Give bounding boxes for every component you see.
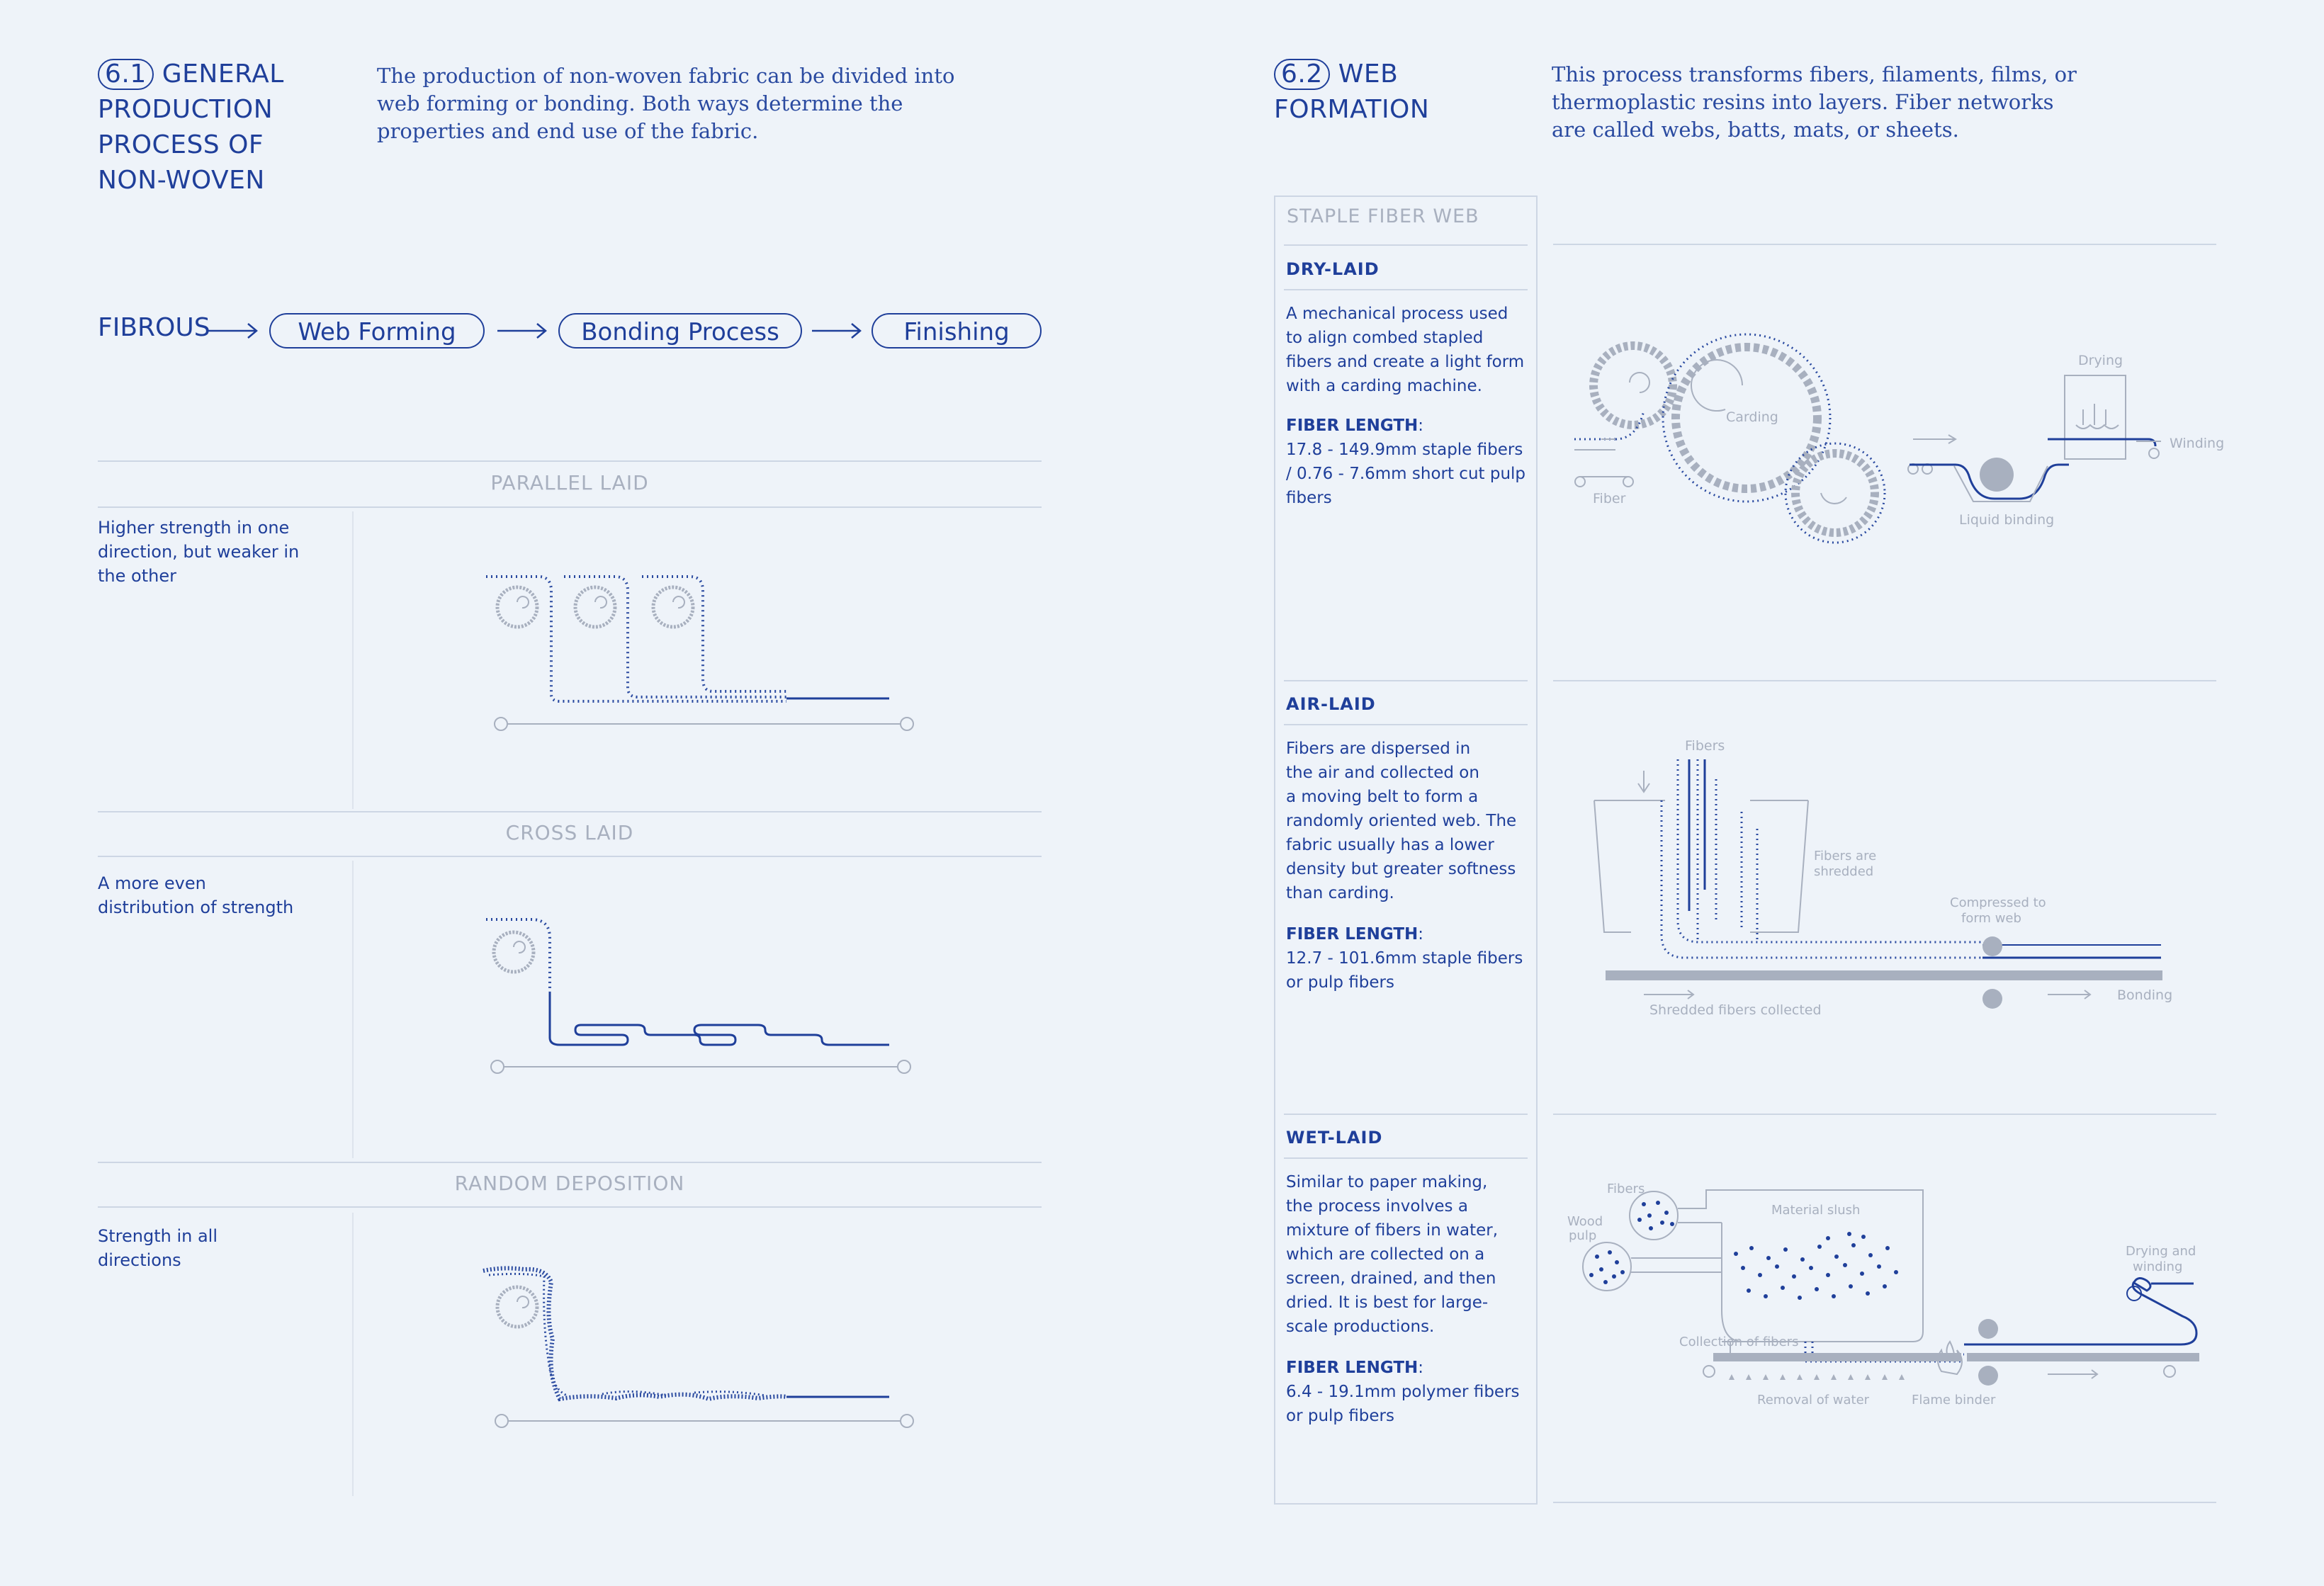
flow-step-finishing: Finishing bbox=[872, 313, 1042, 349]
divider bbox=[352, 861, 354, 1158]
divider bbox=[352, 1213, 354, 1496]
flow-step-web-forming: Web Forming bbox=[269, 313, 485, 349]
divider bbox=[1284, 289, 1528, 290]
fibers-label: Fibers bbox=[1685, 738, 1725, 754]
random-deposition-diagram bbox=[461, 1254, 928, 1438]
cross-laid-description: A more even distribution of strength bbox=[98, 873, 294, 917]
flow-start-label: FIBROUS bbox=[98, 313, 210, 342]
air-laid-fiber-length: FIBER LENGTH: 12.7 - 101.6mm staple fibers or pulp fibers bbox=[1286, 925, 1523, 992]
dry-laid-diagram bbox=[1559, 326, 2239, 553]
dry-laid-fiber-length: FIBER LENGTH: 17.8 - 149.9mm staple fibers / 0.76 - 7.6mm short cut pulp fibers bbox=[1286, 417, 1526, 507]
divider bbox=[98, 1162, 1042, 1163]
panel-title: STAPLE FIBER WEB bbox=[1287, 205, 1479, 227]
divider bbox=[1284, 724, 1528, 725]
divider bbox=[1553, 680, 2216, 681]
divider bbox=[1553, 1502, 2216, 1503]
divider bbox=[1284, 1114, 1528, 1115]
air-laid-heading: AIR-LAID bbox=[1286, 694, 1376, 714]
fiber-label: Fiber bbox=[1593, 491, 1626, 506]
section-61-intro: The production of non-woven fabric can be divided into web forming or bonding. Both ways determine the properties and end use of the fabric. bbox=[377, 64, 955, 143]
winding-label: Winding bbox=[2170, 436, 2225, 451]
wet-laid-fiber-length: FIBER LENGTH: 6.4 - 19.1mm polymer fibers or pulp fibers bbox=[1286, 1359, 1520, 1425]
material-slush-label: Material slush bbox=[1771, 1203, 1861, 1218]
section-62-intro: This process transforms fibers, filaments, films, or thermoplastic resins into layers. Fiber networks are called webs, batts, mats, or sheets. bbox=[1552, 62, 2077, 142]
divider bbox=[98, 506, 1042, 508]
fibers-shredded-label: Fibers are shredded bbox=[1814, 849, 1877, 879]
divider bbox=[1553, 244, 2216, 245]
divider bbox=[1284, 680, 1528, 681]
air-laid-diagram bbox=[1559, 730, 2239, 1034]
collection-of-fibers-label: Collection of fibers bbox=[1679, 1335, 1799, 1349]
air-laid-description: Fibers are dispersed in the air and collected on a moving belt to form a randomly oriented web. The fabric usually has a lower density but greater softness than carding. bbox=[1286, 740, 1517, 902]
divider bbox=[98, 1206, 1042, 1208]
section-62-title: 6.2 WEB FORMATION bbox=[1274, 60, 1430, 124]
dry-laid-description: A mechanical process used to align combed stapled fibers and create a light form with a carding machine. bbox=[1286, 305, 1525, 395]
wood-pulp-label: Wood pulp bbox=[1567, 1214, 1603, 1243]
divider bbox=[1553, 1114, 2216, 1115]
shredded-fibers-collected-label: Shredded fibers collected bbox=[1649, 1002, 1822, 1018]
divider bbox=[98, 811, 1042, 812]
divider bbox=[98, 460, 1042, 462]
compressed-label: Compressed to form web bbox=[1950, 895, 2046, 926]
section-61-title: 6.1 GENERAL PRODUCTION PROCESS OF NON-WOVEN bbox=[98, 60, 284, 195]
divider bbox=[1284, 244, 1528, 246]
parallel-laid-description: Higher strength in one direction, but weaker in the other bbox=[98, 518, 300, 586]
wet-laid-diagram bbox=[1559, 1169, 2239, 1424]
section-61-number: 6.1 bbox=[98, 59, 154, 90]
divider bbox=[98, 856, 1042, 857]
divider bbox=[352, 511, 354, 809]
divider bbox=[1284, 1157, 1528, 1159]
random-deposition-title: RANDOM DEPOSITION bbox=[454, 1172, 685, 1195]
parallel-laid-title: PARALLEL LAID bbox=[490, 471, 649, 494]
dry-laid-heading: DRY-LAID bbox=[1286, 259, 1380, 279]
drying-and-winding-label: Drying and winding bbox=[2126, 1244, 2196, 1274]
random-deposition-description: Strength in all directions bbox=[98, 1226, 218, 1270]
cross-laid-title: CROSS LAID bbox=[505, 821, 634, 844]
parallel-laid-diagram bbox=[461, 560, 928, 744]
removal-of-water-label: Removal of water bbox=[1757, 1393, 1870, 1407]
bonding-label: Bonding bbox=[2117, 987, 2173, 1003]
drying-label: Drying bbox=[2078, 353, 2123, 368]
wet-laid-description: Similar to paper making, the process involves a mixture of fibers in water, which are collected on a screen, drained, and then dried. It is best for large- scale productions. bbox=[1286, 1173, 1498, 1336]
liquid-binding-label: Liquid binding bbox=[1959, 512, 2055, 528]
flame-binder-label: Flame binder bbox=[1912, 1393, 1996, 1407]
cross-laid-diagram bbox=[461, 907, 928, 1091]
fibers-label: Fibers bbox=[1607, 1182, 1645, 1196]
section-62-number: 6.2 bbox=[1274, 59, 1330, 90]
flow-step-bonding-process: Bonding Process bbox=[558, 313, 802, 349]
wet-laid-heading: WET-LAID bbox=[1286, 1128, 1383, 1148]
carding-label: Carding bbox=[1726, 409, 1778, 425]
